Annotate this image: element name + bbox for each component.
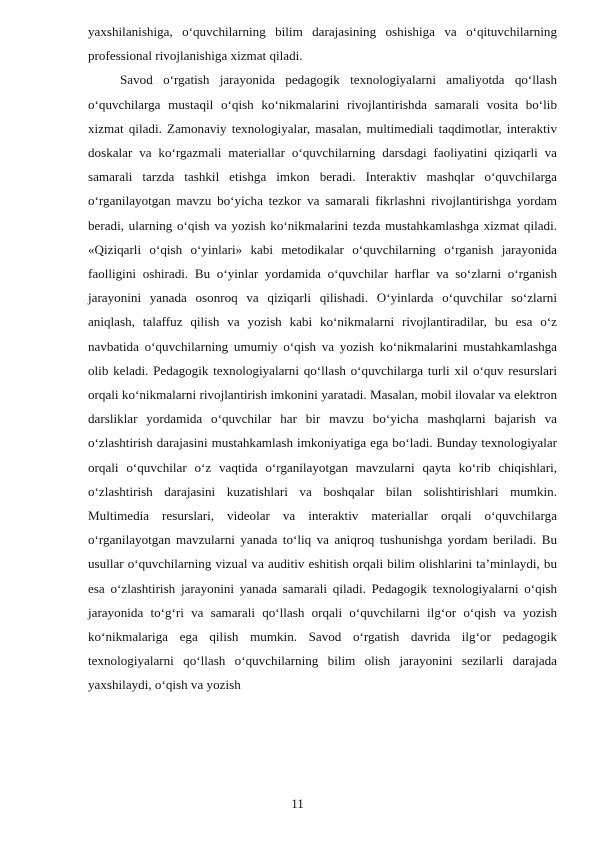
- body-text: [88, 20, 557, 698]
- paragraph-main: Savod o‘rgatish jarayonida pedagogik texnologiyalarni amaliyotda qo‘llash o‘quvchilarga mustaqil o‘qish ko‘nikmalarini rivojlantirishda samarali vosita bo‘lib xizmat qiladi. Zamonaviy texnologiyalar, masalan, multimediali taqdimotlar, interaktiv doskalar va ko‘rgazmali materiallar o‘quvchilarning darsdagi faoliyatini qiziqarli va samarali tarzda tashkil etishga imkon beradi. Interaktiv mashqlar o‘quvchilarga o‘rganilayotgan mavzu bo‘yicha tezkor va samarali fikrlashni rivojlantirishga yordam beradi, ularning o‘qish va yozish ko‘nikmalarini tezda mustahkamlashga xizmat qiladi. «Qiziqarli o‘qish o‘yinlari» kabi metodikalar o‘quvchilarning o‘rganish jarayonida faolligini oshiradi. Bu o‘yinlar yordamida o‘quvchilar harflar va so‘zlarni o‘rganish jarayonini yanada osonroq va qiziqarli qilishadi. O‘yinlarda o‘quvchilar so‘zlarni aniqlash, talaffuz qilish va yozish kabi ko‘nikmalarni rivojlantiradilar, bu esa o‘z navbatida o‘quvchilarning umumiy o‘qish va yozish ko‘nikmalarini mustahkamlashga olib keladi. Pedagogik texnologiyalarni qo‘llash o‘quvchilarga turli xil o‘quv resurslari orqali ko‘nikmalarni rivojlantirish imkonini yaratadi. Masalan, mobil ilovalar va elektron darsliklar yordamida o‘quvchilar har bir mavzu bo‘yicha mashqlarni bajarish va o‘zlashtirish darajasini mustahkamlash imkoniyatiga ega bo‘ladi. Bunday texnologiyalar orqali o‘quvchilar o‘z vaqtida o‘rganilayotgan mavzularni qayta ko‘rib chiqishlari, o‘zlashtirish darajasini kuzatishlari va boshqalar bilan solishtirishlari mumkin. Multimedia resurslari, videolar va interaktiv materiallar orqali o‘quvchilarga o‘rganilayotgan mavzularni yanada to‘liq va aniqroq tushunishga yordam beriladi. Bu usullar o‘quvchilarning vizual va auditiv eshitish orqali bilim olishlarini ta’minlaydi, bu esa o‘zlashtirish jarayonini yanada samarali qiladi. Pedagogik texnologiyalarni o‘qish jarayonida to‘g‘ri va samarali qo‘llash orqali o‘quvchilarni ilg‘or o‘qish va yozish ko‘nikmalariga ega qilish mumkin. Savod o‘rgatish davrida ilg‘or pedagogik texnologiyalarni qo‘llash o‘quvchilarning bilim olish jarayonini sezilarli darajada yaxshilaydi, o‘qish va yozish: [88, 72, 557, 693]
- paragraph-continuation: yaxshilanishiga, o‘quvchilarning bilim darajasining oshishiga va o‘qituvchilarning professional rivojlanishiga xizmat qiladi.: [88, 24, 557, 64]
- page-number: 11: [291, 796, 304, 811]
